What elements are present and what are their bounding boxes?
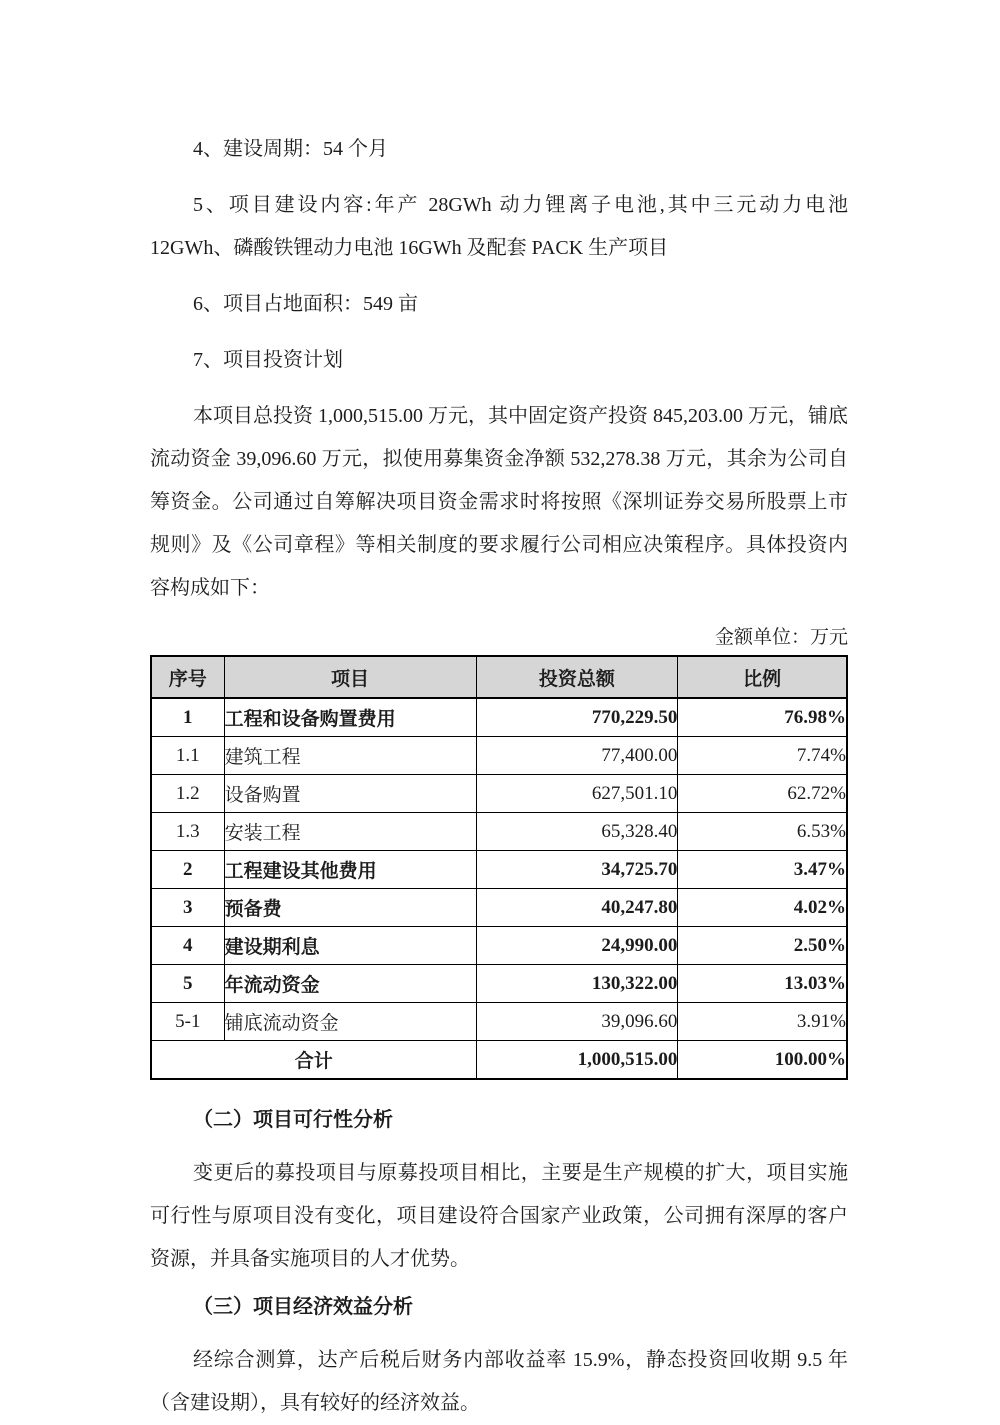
cell-amount: 40,247.80 [476,889,678,927]
cell-no: 1.2 [151,775,224,813]
cell-item: 工程和设备购置费用 [224,698,476,737]
investment-table [150,655,848,1080]
table-total-row [151,1041,847,1080]
cell-ratio: 7.74% [678,737,847,775]
header-ratio: 比例 [678,656,847,698]
table-row [151,737,847,775]
table-row [151,775,847,813]
cell-no: 1.1 [151,737,224,775]
table-header-row [151,656,847,698]
cell-amount: 627,501.10 [476,775,678,813]
cell-amount: 65,328.40 [476,813,678,851]
header-no: 序号 [151,656,224,698]
item-land-area: 6、项目占地面积：549 亩 [193,293,418,315]
cell-item: 年流动资金 [224,965,476,1003]
cell-ratio: 13.03% [678,965,847,1003]
table-unit-label: 金额单位：万元 [714,627,848,648]
cell-item: 铺底流动资金 [224,1003,476,1041]
cell-ratio: 2.50% [678,927,847,965]
section-economics-body: 经综合测算，达产后税后财务内部收益率 15.9%，静态投资回收期 9.5 年（含建设期），具有较好的经济效益。 [150,1349,848,1414]
table-row [151,889,847,927]
cell-no: 5 [151,965,224,1003]
cell-no: 5-1 [151,1003,224,1041]
investment-paragraph: 本项目总投资 1,000,515.00 万元，其中固定资产投资 845,203.00 万元，铺底流动资金 39,096.60 万元，拟使用募集资金净额 532,278.38 万元，其余为公司自筹资金。公司通过自筹解决项目资金需求时将按照《深圳证券交易所股票上市规则》及《公司章程》等相关制度的要求履行公司相应决策程序。具体投资内容构成如下： [150,405,848,599]
cell-ratio: 4.02% [678,889,847,927]
cell-no: 1 [151,698,224,737]
cell-ratio: 76.98% [678,698,847,737]
cell-item: 预备费 [224,889,476,927]
cell-item: 建设期利息 [224,927,476,965]
cell-no: 3 [151,889,224,927]
table-row [151,813,847,851]
table-row [151,698,847,737]
table-row [151,851,847,889]
cell-ratio: 3.91% [678,1003,847,1041]
cell-item: 设备购置 [224,775,476,813]
total-ratio: 100.00% [678,1041,847,1080]
section-feasibility-body: 变更后的募投项目与原募投项目相比，主要是生产规模的扩大，项目实施可行性与原项目没有变化，项目建设符合国家产业政策，公司拥有深厚的客户资源，并具备实施项目的人才优势。 [150,1162,848,1270]
cell-item: 安装工程 [224,813,476,851]
table-row [151,1003,847,1041]
cell-amount: 770,229.50 [476,698,678,737]
cell-amount: 77,400.00 [476,737,678,775]
total-amount: 1,000,515.00 [476,1041,678,1080]
document-content [150,128,848,1425]
total-label: 合计 [151,1041,476,1080]
table-row [151,927,847,965]
cell-amount: 130,322.00 [476,965,678,1003]
section-feasibility-heading: （二）项目可行性分析 [193,1109,393,1131]
cell-amount: 34,725.70 [476,851,678,889]
header-amount: 投资总额 [476,656,678,698]
section-economics-heading: （三）项目经济效益分析 [193,1296,413,1318]
cell-ratio: 6.53% [678,813,847,851]
cell-item: 建筑工程 [224,737,476,775]
item-construction-content: 5、项目建设内容:年产 28GWh 动力锂离子电池,其中三元动力电池 12GWh、磷酸铁锂动力电池 16GWh 及配套 PACK 生产项目 [150,194,848,259]
cell-no: 1.3 [151,813,224,851]
cell-item: 工程建设其他费用 [224,851,476,889]
cell-amount: 24,990.00 [476,927,678,965]
item-construction-period: 4、建设周期：54 个月 [193,138,388,160]
cell-ratio: 62.72% [678,775,847,813]
cell-amount: 39,096.60 [476,1003,678,1041]
cell-no: 4 [151,927,224,965]
item-investment-plan: 7、项目投资计划 [193,349,343,371]
cell-no: 2 [151,851,224,889]
cell-ratio: 3.47% [678,851,847,889]
table-row [151,965,847,1003]
header-item: 项目 [224,656,476,698]
